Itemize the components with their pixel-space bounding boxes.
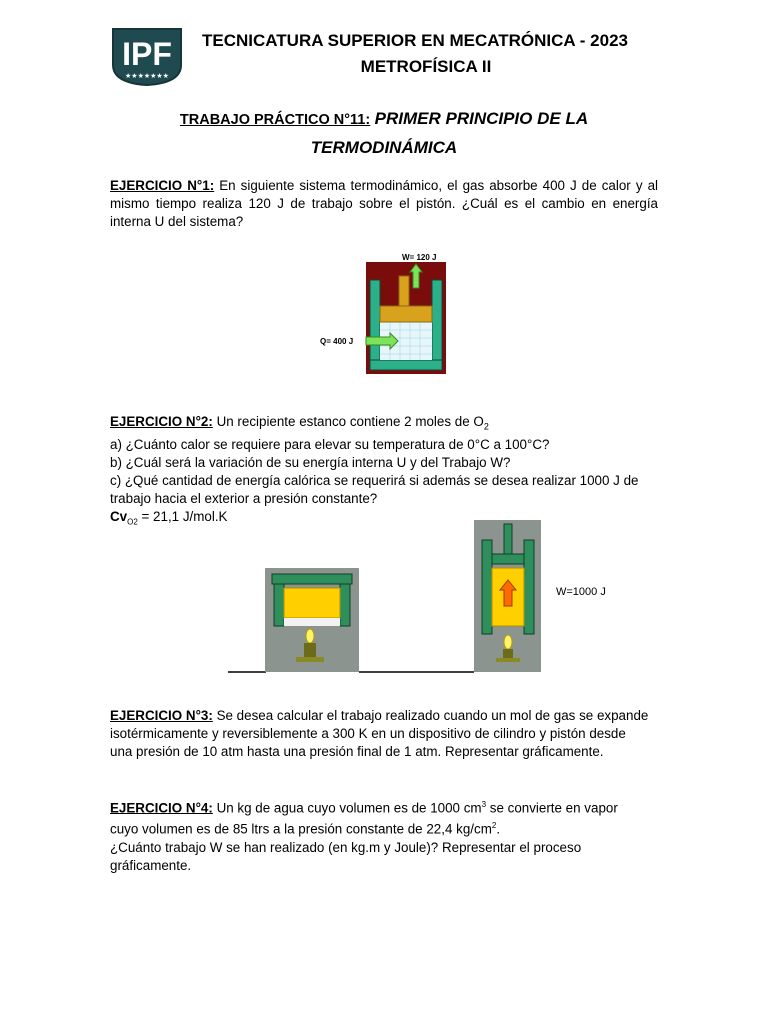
work-label-2: W=1000 J	[556, 586, 606, 598]
exercise-4-line-2-sup: 2	[491, 821, 497, 831]
subject-title: METROFÍSICA II	[360, 57, 492, 76]
heat-label: Q= 400 J	[320, 337, 354, 346]
exercise-2-label: EJERCICIO N°2:	[110, 414, 213, 429]
exercise-3-line-1: Se desea calcular el trabajo realizado cuando un mol de gas se expande	[216, 708, 649, 723]
exercise-2-c2: trabajo hacia el exterior a presión constante?	[110, 490, 378, 506]
exercise-4-line-2a: cuyo volumen es de 85 ltrs a la presión constante de 22,4 kg/cm	[110, 821, 492, 837]
exercise-4-line-1b: se convierte en vapor	[486, 800, 618, 816]
exercise-4	[110, 796, 658, 875]
exercise-4-line-1-sup: 3	[481, 800, 487, 809]
cv-label: Cv	[110, 508, 128, 524]
exercise-3-line-3: una presión de 10 atm hasta una presión final de 1 atm. Representar gráficamente.	[110, 744, 604, 759]
piston-figure-2	[226, 518, 646, 676]
cv-sub: O2	[127, 517, 138, 527]
exercise-3-line-2: isotérmicamente y reversiblemente a 300 K en un dispositivo de cilindro y pistón desde	[110, 726, 626, 741]
exercise-4-line-1a: Un kg de agua cuyo volumen es de 1000 cm	[216, 800, 482, 816]
exercise-3-label: EJERCICIO N°3:	[110, 708, 213, 723]
exercise-1-text: En siguiente sistema termodinámico, el gas absorbe 400 J de calor y al mismo tiempo realiza 120 J de trabajo sobre el pistón. ¿Cuál es el cambio en energía interna U del sistema?	[110, 178, 658, 229]
exercise-2-a: a) ¿Cuánto calor se requiere para elevar su temperatura de 0°C a 100°C?	[110, 436, 550, 452]
logo-text: IPF	[122, 36, 172, 72]
practice-title	[160, 105, 608, 162]
svg-text:★★★★★★★: ★★★★★★★	[125, 73, 169, 80]
exercise-1-label: EJERCICIO N°1:	[110, 178, 215, 193]
course-title: TECNICATURA SUPERIOR EN MECATRÓNICA - 2023	[202, 31, 628, 50]
exercise-2-intro-sub: 2	[483, 421, 489, 432]
piston-figure-1	[300, 250, 460, 376]
exercise-4-label: EJERCICIO N°4:	[110, 800, 213, 816]
exercise-2-c1: c) ¿Qué cantidad de energía calórica se requerirá si además se desea realizar 1000 J de	[110, 472, 639, 488]
exercise-4-line-2b: .	[496, 821, 501, 837]
exercise-2-intro: Un recipiente estanco contiene 2 moles de O	[216, 414, 484, 429]
cv-value: = 21,1 J/mol.K	[137, 508, 228, 524]
practice-label: TRABAJO PRÁCTICO N°11:	[179, 112, 371, 128]
practice-title-b: TERMODINÁMICA	[310, 138, 458, 157]
institution-logo	[111, 27, 183, 87]
exercise-3	[110, 707, 658, 761]
exercise-4-line-3: ¿Cuánto trabajo W se han realizado (en kg.m y Joule)? Representar el proceso	[110, 839, 582, 855]
exercise-1	[110, 177, 658, 231]
exercise-2	[110, 413, 658, 531]
work-label: W= 120 J	[402, 253, 437, 262]
exercise-4-line-4: gráficamente.	[110, 857, 192, 873]
practice-title-a: PRIMER PRINCIPIO DE LA	[374, 109, 589, 128]
exercise-2-b: b) ¿Cuál será la variación de su energía interna U y del Trabajo W?	[110, 454, 511, 470]
